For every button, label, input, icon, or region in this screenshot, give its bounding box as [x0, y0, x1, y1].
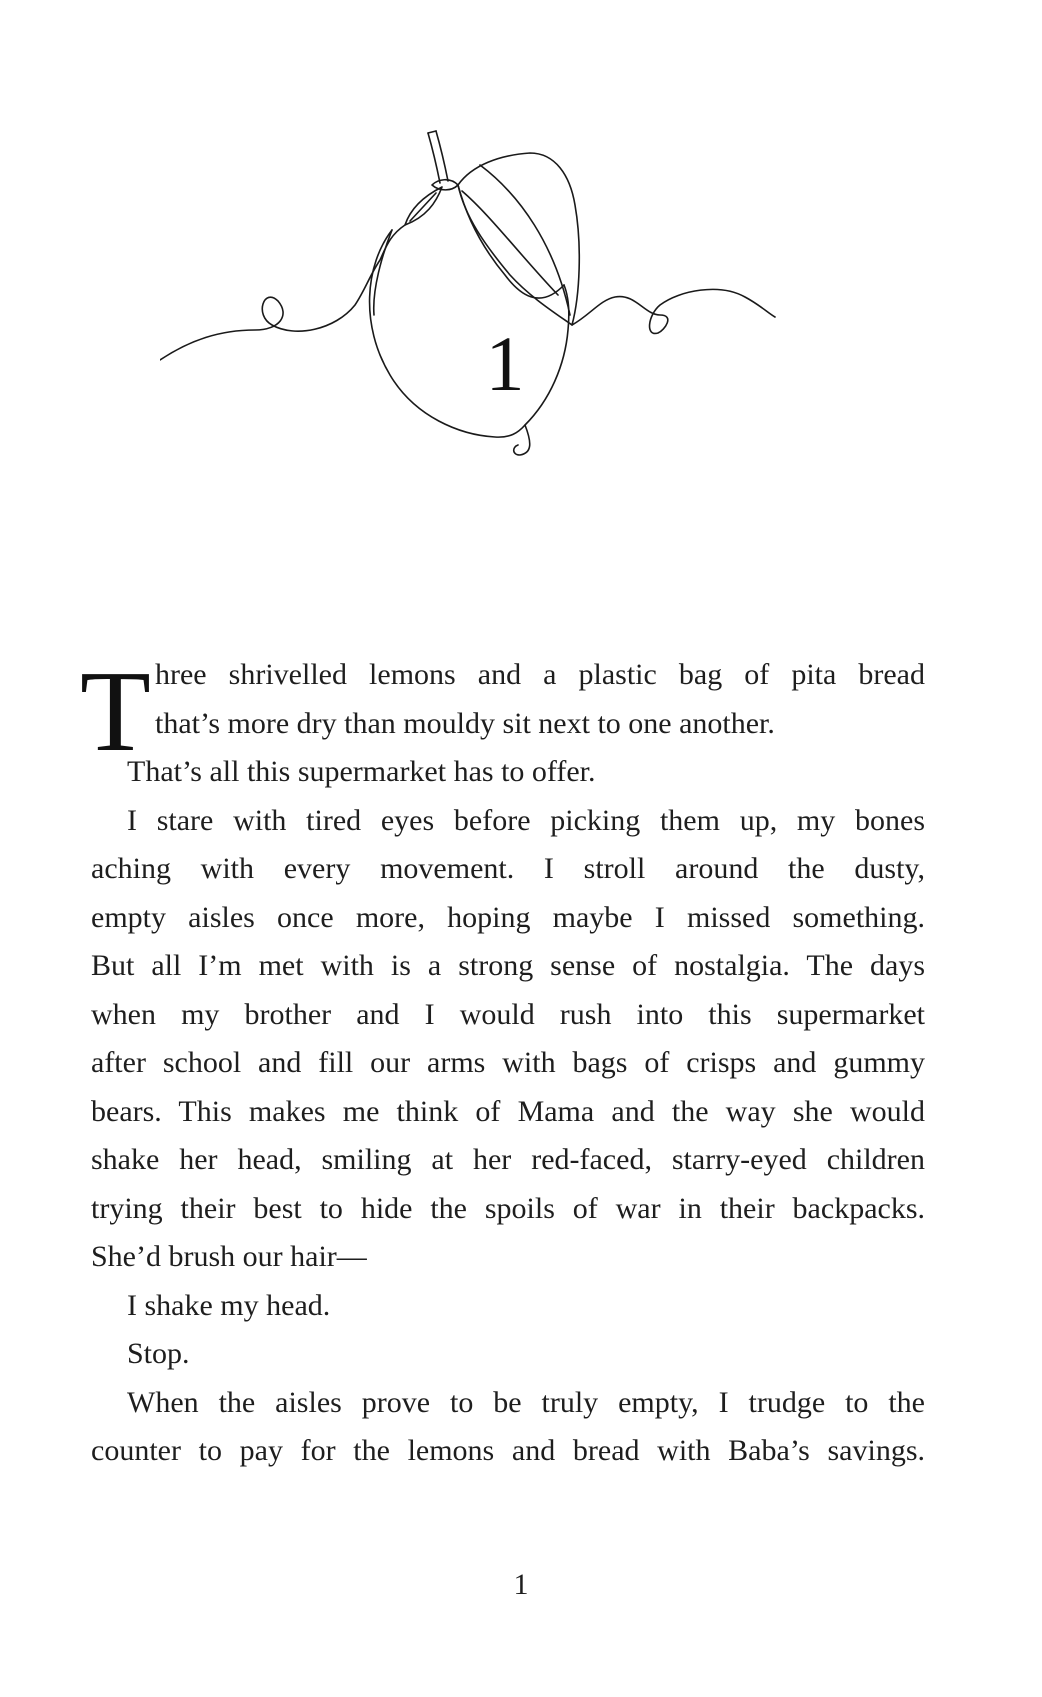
text-line: I stare with tired eyes before picking them up, my bones	[127, 803, 925, 837]
page-number: 1	[513, 1568, 529, 1601]
text-line: after school and fill our arms with bags of crisps and gummy	[91, 1046, 925, 1079]
text-line: aching with every movement. I stroll around the dusty,	[91, 852, 925, 885]
text-line: That’s all this supermarket has to offer.	[127, 755, 596, 788]
chapter-number: 1	[485, 320, 525, 407]
text-line: She’d brush our hair—	[91, 1240, 367, 1273]
text-line: bears. This makes me think of Mama and the way she would	[91, 1094, 925, 1128]
text-line: shake her head, smiling at her red-faced, starry-eyed children	[91, 1143, 925, 1176]
text-line: trying their best to hide the spoils of war in their backpacks.	[91, 1191, 925, 1225]
text-line: When the aisles prove to be truly empty, I trudge to the	[127, 1385, 925, 1419]
body-text	[91, 651, 925, 1476]
text-line: I shake my head.	[127, 1288, 331, 1322]
text-line: But all I’m met with is a strong sense of nostalgia. The days	[91, 949, 925, 982]
text-line: hree shrivelled lemons and a plastic bag of pita bread	[155, 658, 925, 691]
text-line: counter to pay for the lemons and bread with Baba’s savings.	[91, 1434, 925, 1467]
text-line: empty aisles once more, hoping maybe I missed something.	[91, 900, 925, 934]
drop-cap: T	[80, 648, 151, 776]
text-line: when my brother and I would rush into this supermarket	[91, 997, 925, 1031]
lemon-branch-icon	[160, 125, 860, 495]
text-line: Stop.	[127, 1337, 190, 1370]
text-line: that’s more dry than mouldy sit next to one another.	[155, 706, 775, 740]
